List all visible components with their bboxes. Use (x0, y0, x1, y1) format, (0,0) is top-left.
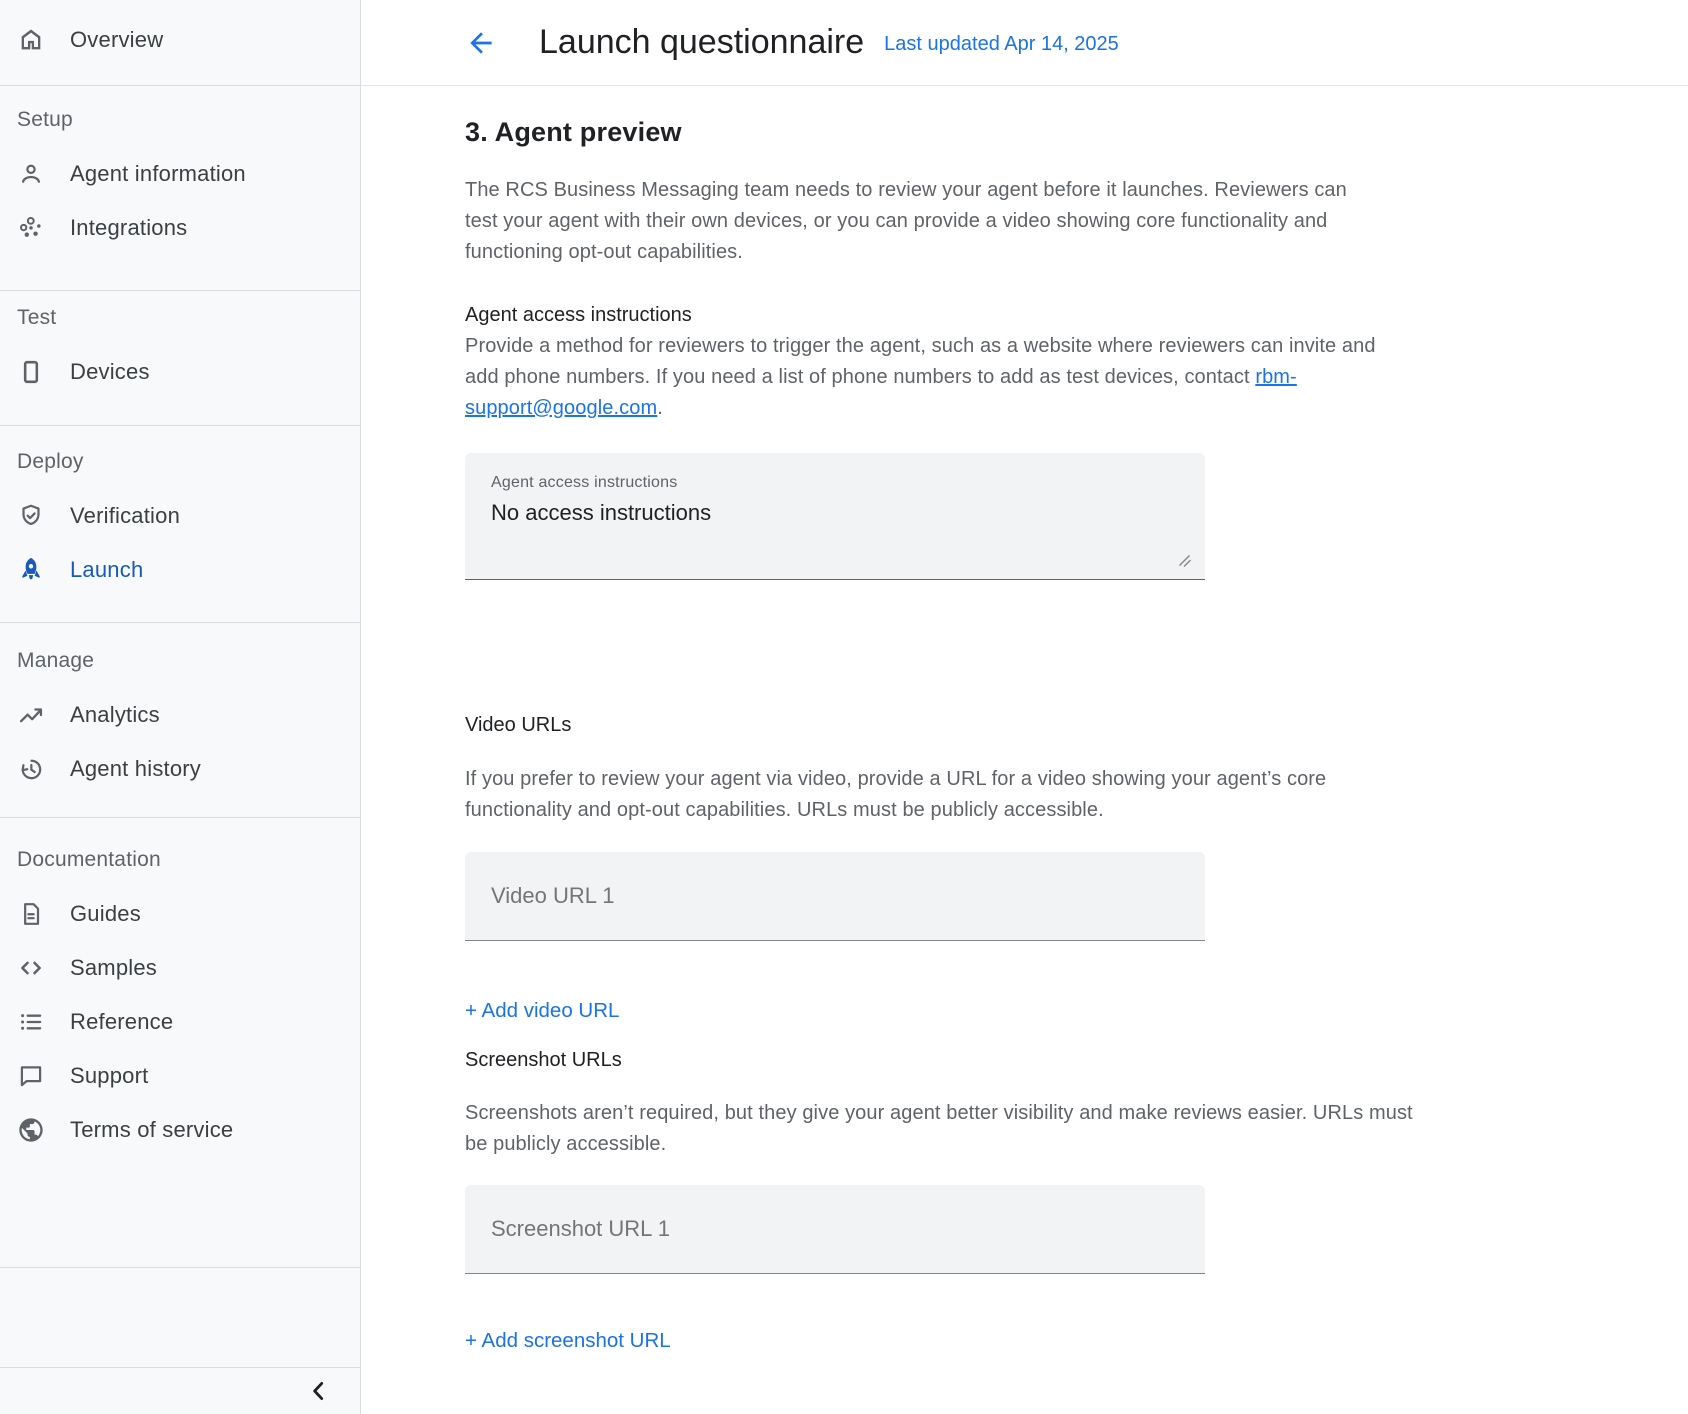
sidebar-item-label: Devices (70, 359, 150, 384)
shield-check-icon (17, 502, 45, 530)
textarea-value: No access instructions (491, 500, 712, 525)
collapse-sidebar-button[interactable] (304, 1376, 334, 1406)
sidebar-item-devices[interactable] (0, 345, 360, 399)
sidebar (0, 0, 361, 1414)
code-icon (17, 954, 45, 982)
video-url-input[interactable] (465, 852, 1205, 941)
sidebar-item-agent-history[interactable] (0, 742, 360, 796)
resize-handle-icon[interactable] (1176, 552, 1192, 568)
sidebar-item-label: Samples (70, 955, 157, 980)
last-updated-text: Last updated Apr 14, 2025 (884, 33, 1119, 55)
sidebar-item-label: Terms of service (70, 1117, 234, 1142)
sidebar-item-guides[interactable] (0, 887, 360, 941)
sidebar-section-test: Test (17, 306, 57, 329)
page-title: Launch questionnaire (539, 23, 865, 61)
home-icon (17, 26, 45, 54)
list-icon (17, 1008, 45, 1036)
back-arrow-icon[interactable] (465, 27, 497, 59)
sidebar-item-label: Overview (70, 27, 164, 52)
sidebar-item-label: Agent information (70, 161, 246, 186)
description-text: . (657, 397, 663, 419)
document-icon (17, 900, 45, 928)
history-icon (17, 755, 45, 783)
sidebar-divider (0, 622, 360, 623)
sidebar-spacer (0, 1157, 360, 1267)
add-video-url-button[interactable]: + Add video URL (465, 999, 620, 1022)
sidebar-item-agent-information[interactable] (0, 147, 360, 201)
sidebar-item-launch[interactable] (0, 543, 360, 597)
video-urls-heading: Video URLs (465, 714, 572, 736)
screenshot-urls-description: Screenshots aren’t required, but they give your agent better visibility and make reviews easier. URLs must be publicly accessible. (465, 1102, 1413, 1155)
textarea-floating-label: Agent access instructions (491, 474, 678, 491)
page-header (361, 0, 1688, 86)
sidebar-divider (0, 85, 360, 86)
sidebar-item-samples[interactable] (0, 941, 360, 995)
person-icon (17, 160, 45, 188)
sidebar-item-reference[interactable] (0, 995, 360, 1049)
add-screenshot-url-button[interactable]: + Add screenshot URL (465, 1329, 671, 1352)
intro-paragraph: The RCS Business Messaging team needs to review your agent before it launches. Reviewers can test your agent with their own devices, or you can provide a video showing core functionality and functioning opt-out capabilities. (465, 179, 1347, 263)
sidebar-item-label: Support (70, 1063, 149, 1088)
support-email-link[interactable]: rbm-support@google.com (465, 366, 1297, 419)
sidebar-item-terms-of-service[interactable] (0, 1103, 360, 1157)
globe-icon (17, 1116, 45, 1144)
sidebar-item-label: Reference (70, 1009, 174, 1034)
rocket-icon (17, 556, 45, 584)
page-content (361, 86, 1688, 1356)
description-text: Provide a method for reviewers to trigger the agent, such as a website where reviewers can invite and add phone numbers. If you need a list of phone numbers to add as test devices, contact (465, 335, 1376, 388)
sidebar-section-setup: Setup (17, 108, 73, 131)
main-area (361, 0, 1688, 1414)
sidebar-item-integrations[interactable] (0, 201, 360, 255)
smartphone-icon (17, 358, 45, 386)
section-heading: 3. Agent preview (465, 117, 682, 147)
sidebar-item-label: Verification (70, 503, 181, 528)
sidebar-item-overview[interactable] (0, 13, 360, 67)
sidebar-divider (0, 425, 360, 426)
sidebar-section-deploy: Deploy (17, 450, 84, 473)
sidebar-divider (0, 817, 360, 818)
sidebar-item-label: Launch (70, 557, 144, 582)
agent-access-instructions-textarea[interactable] (465, 453, 1205, 580)
access-instructions-description (465, 331, 1385, 424)
screenshot-url-input[interactable] (465, 1185, 1205, 1274)
trending-up-icon (17, 701, 45, 729)
video-urls-description: If you prefer to review your agent via video, provide a URL for a video showing your agent’s core functionality and opt-out capabilities. URLs must be publicly accessible. (465, 768, 1327, 821)
sidebar-item-label: Agent history (70, 756, 202, 781)
access-instructions-label: Agent access instructions (465, 304, 692, 326)
screenshot-urls-heading: Screenshot URLs (465, 1049, 622, 1071)
sidebar-item-label: Integrations (70, 215, 188, 240)
sidebar-item-label: Guides (70, 901, 141, 926)
sidebar-section-manage: Manage (17, 649, 95, 672)
sidebar-item-label: Analytics (70, 702, 160, 727)
sidebar-item-analytics[interactable] (0, 688, 360, 742)
sidebar-section-documentation: Documentation (17, 848, 161, 871)
chat-icon (17, 1062, 45, 1090)
sidebar-item-support[interactable] (0, 1049, 360, 1103)
sidebar-gap (0, 1268, 360, 1367)
sidebar-footer (0, 1368, 360, 1414)
sidebar-item-verification[interactable] (0, 489, 360, 543)
integrations-icon (17, 214, 45, 242)
